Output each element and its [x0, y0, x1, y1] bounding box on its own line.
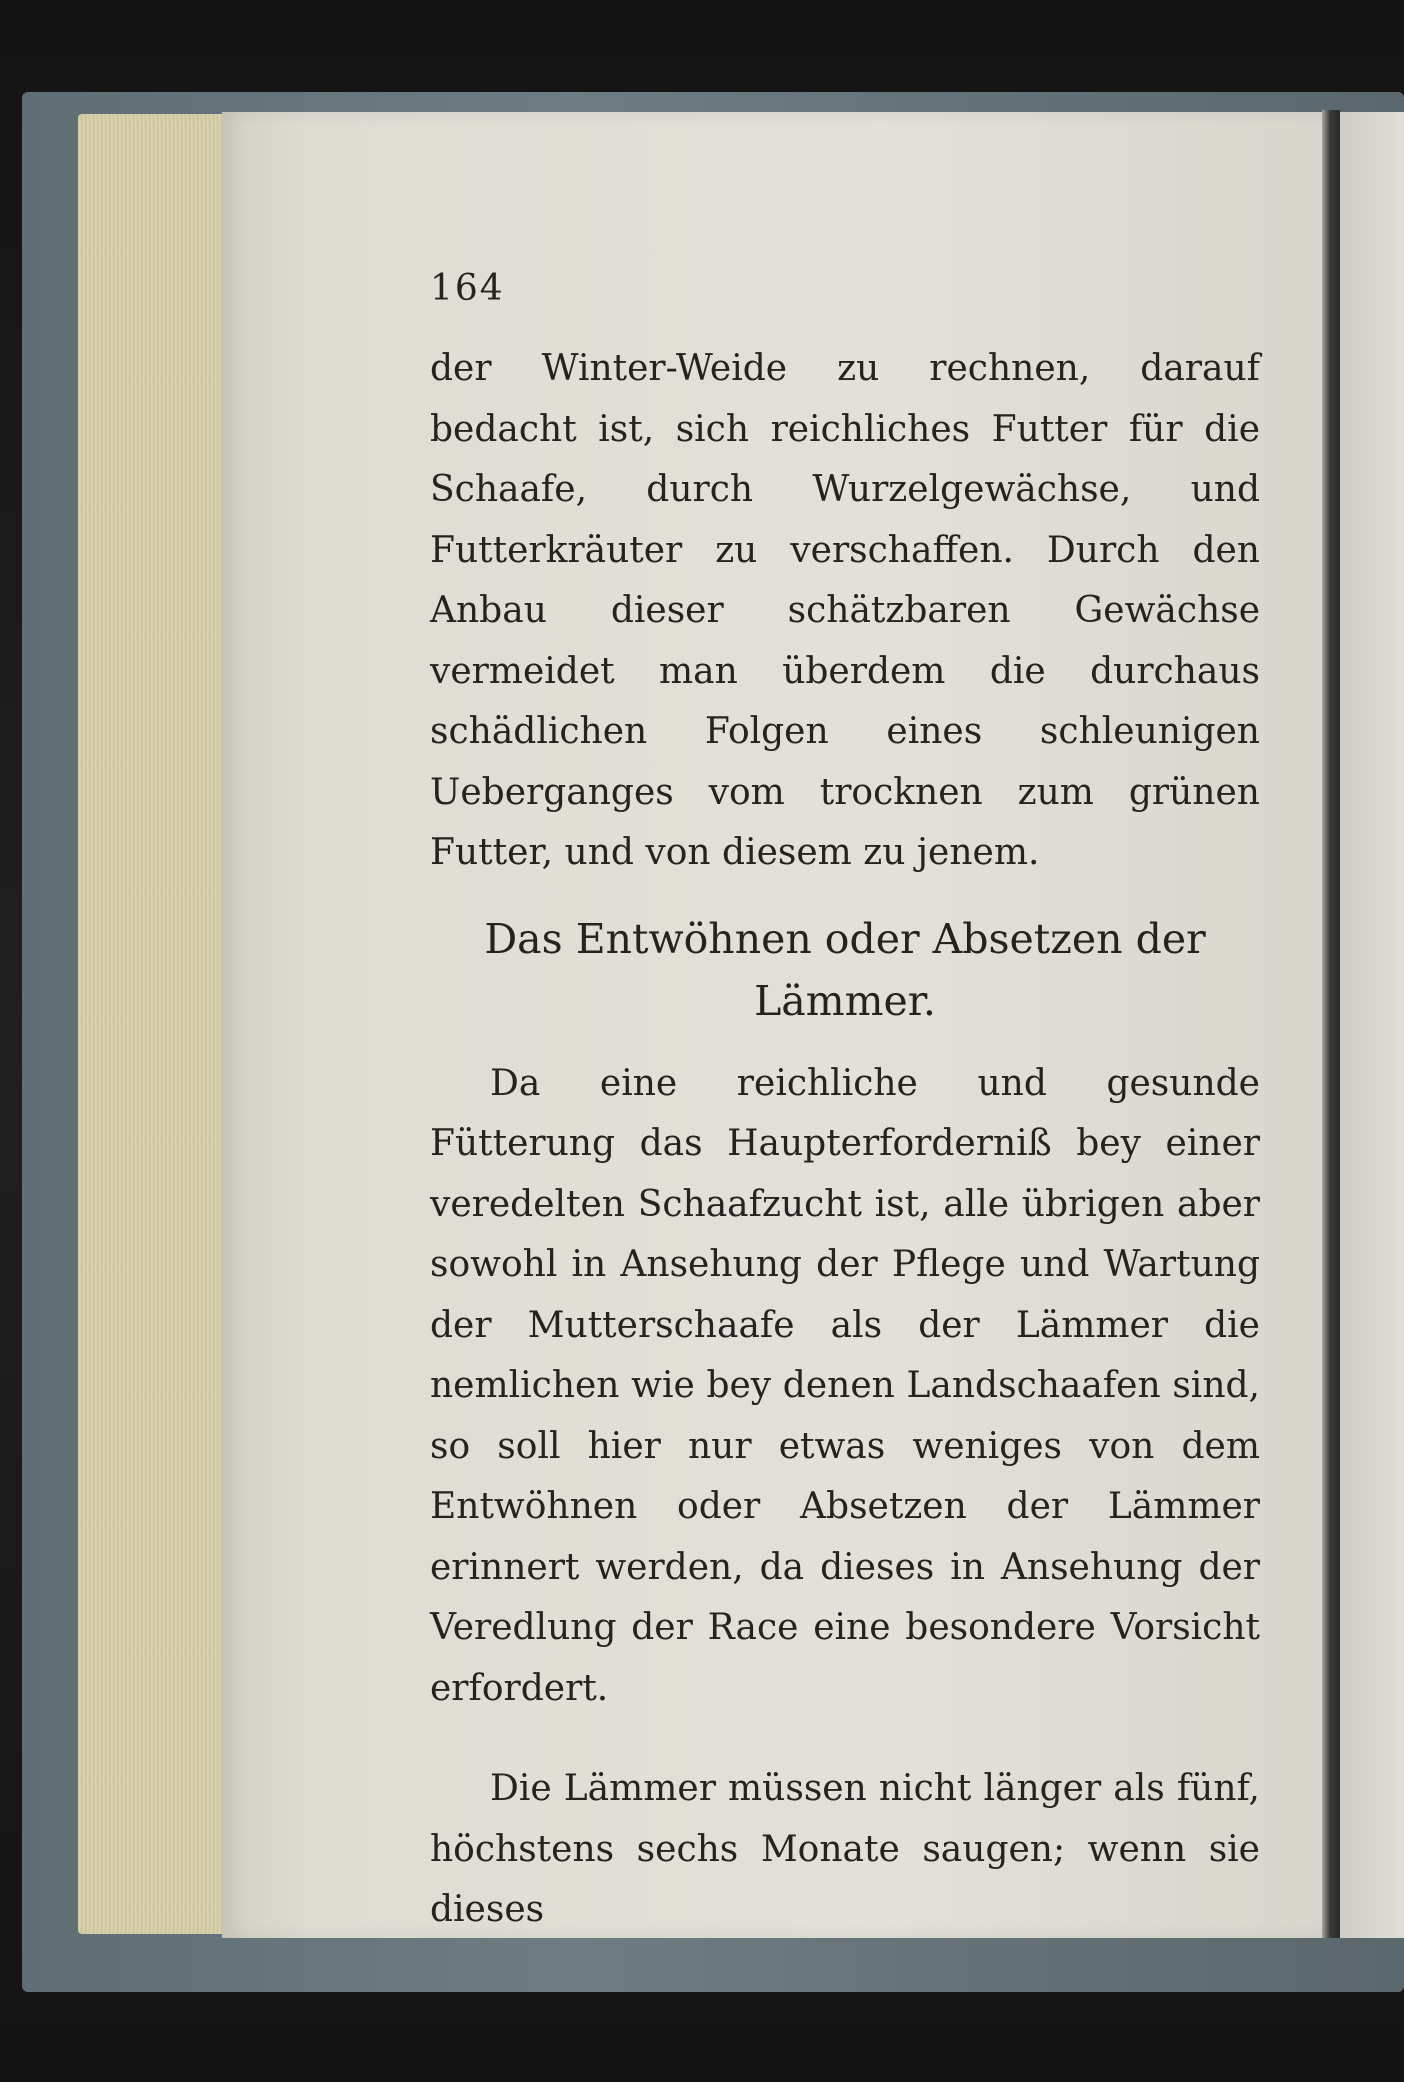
paragraph-3: Die Lämmer müssen nicht länger als fünf, höchstens sechs Monate saugen; wenn sie dieses	[430, 1768, 1260, 1930]
paragraph-2: Da eine reichliche und gesunde Fütterung das Haupterforderniß bey einer veredelten Schaafzucht ist, alle übrigen aber sowohl in Ansehung der Pflege und Wartung der Mutterschaafe als der Lämmer die nemlichen wie bey denen Landschaafen sind, so soll hier nur etwas weniges von dem Entwöhnen oder Absetzen der Lämmer erinnert werden, da dieses in Ansehung der Veredlung der Race eine besondere Vorsicht erfordert.	[430, 1062, 1260, 1709]
book-gutter	[1322, 110, 1340, 1938]
page-number: 164	[430, 268, 505, 309]
paragraph-1: der Winter-Weide zu rechnen, darauf bedacht ist, sich reichliches Futter für die Schaafe, durch Wurzelgewächse, und Futterkräuter zu verschaffen. Durch den Anbau dieser schätzbaren Gewächse vermeidet man überdem die durchaus schädlichen Folgen eines schleunigen Ueberganges vom trocknen zum grünen Futter, und von diesem zu jenem.	[430, 348, 1260, 873]
page-edges	[78, 114, 228, 1934]
section-heading: Das Entwöhnen oder Absetzen der Lämmer.	[484, 914, 1206, 1025]
page-text	[430, 268, 1260, 1941]
facing-page-edge	[1340, 112, 1404, 1938]
